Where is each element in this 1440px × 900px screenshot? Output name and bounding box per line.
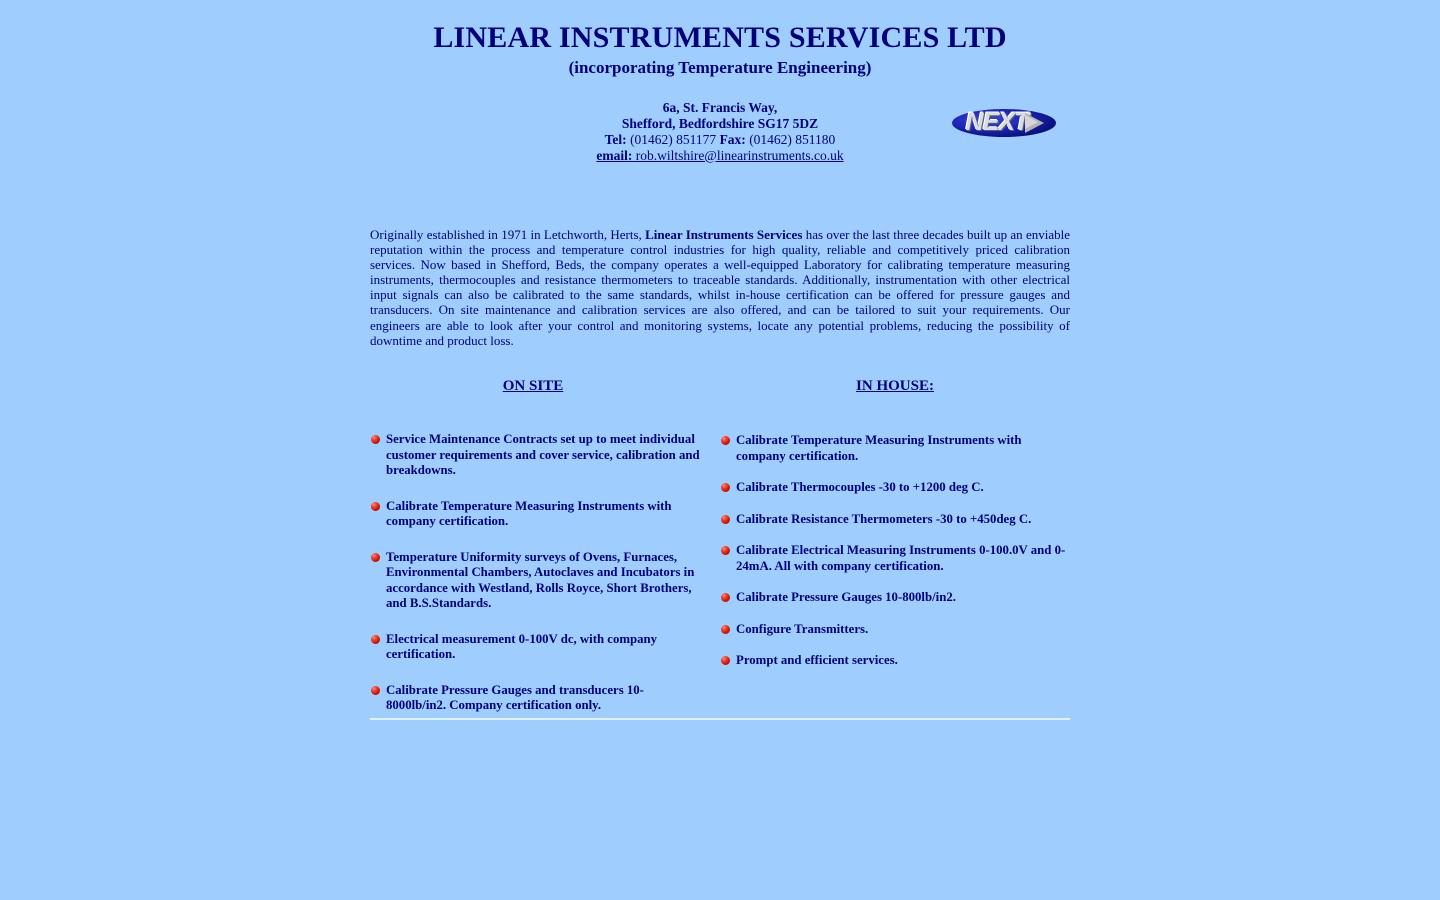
red-sphere-bullet-icon (721, 656, 730, 665)
list-item (720, 590, 1070, 606)
list-item (720, 622, 1070, 638)
list-item (370, 550, 700, 612)
address-line-1: 6a, St. Francis Way, (662, 99, 778, 115)
next-button[interactable] (952, 104, 1056, 142)
red-sphere-bullet-icon (721, 436, 730, 445)
red-sphere-bullet-icon (721, 515, 730, 524)
telephone-fax-line (0, 132, 1440, 148)
fax-number: (01462) 851180 (749, 131, 836, 147)
list-item-text: Calibrate Pressure Gauges and transducers 10-8000lb/in2. Company certification only. (386, 682, 644, 712)
red-sphere-bullet-icon (371, 553, 380, 562)
address-line-2: Shefford, Bedfordshire SG17 5DZ (621, 115, 819, 131)
on-site-list (370, 432, 700, 714)
list-item-text: Calibrate Temperature Measuring Instruments with company certification. (736, 433, 1022, 463)
tel-number: (01462) 851177 (630, 131, 717, 147)
email-label: email: (596, 147, 633, 163)
footer-divider (370, 718, 1070, 720)
on-site-heading: ON SITE (502, 378, 564, 394)
in-house-heading: IN HOUSE: (856, 378, 934, 394)
list-item (720, 512, 1070, 528)
company-title: LINEAR INSTRUMENTS SERVICES LTD (433, 21, 1007, 54)
on-site-column (370, 376, 700, 714)
company-subtitle: (incorporating Temperature Engineering) (568, 57, 872, 77)
contact-block (0, 100, 1440, 164)
red-sphere-bullet-icon (721, 625, 730, 634)
email-line (0, 148, 1440, 164)
list-item (370, 683, 700, 714)
email-address: rob.wiltshire@linearinstruments.co.uk (635, 147, 844, 163)
list-item-text: Configure Transmitters. (736, 621, 869, 636)
list-item-text: Calibrate Pressure Gauges 10-800lb/in2. (736, 590, 956, 604)
list-item (370, 432, 700, 479)
in-house-column (720, 376, 1070, 669)
intro-emphasis: Linear Instruments Services (645, 227, 803, 242)
red-sphere-bullet-icon (721, 546, 730, 555)
next-button-label: NEXT (965, 108, 1029, 136)
fax-label: Fax: (719, 131, 746, 147)
next-arrow-highlight-icon (1025, 115, 1038, 129)
list-item-text: Calibrate Electrical Measuring Instruments 0-100.0V and 0-24mA. All with company certification. (736, 543, 1066, 573)
red-sphere-bullet-icon (371, 435, 380, 444)
list-item-text: Temperature Uniformity surveys of Ovens, Furnaces, Environmental Chambers, Autoclaves and Incubators in accordance with Westland, Rolls Royce, Short Brothers, and B.S.Standards. (386, 549, 695, 610)
page-header (0, 0, 1440, 163)
red-sphere-bullet-icon (371, 502, 380, 511)
list-item-text: Service Maintenance Contracts set up to meet individual customer requirements and cover service, calibration and breakdowns. (386, 432, 700, 477)
in-house-list (720, 433, 1070, 669)
intro-part-2: has over the last three decades built up an enviable reputation within the process and temperature control industries for high quality, reliable and competitively priced calibration services. Now based in Shefford, Beds, the company operates a well-equipped Laboratory for calibrating temperature measuring instruments, thermocouples and resistance thermometers to traceable standards. Additionally, instrumentation with other electrical input signals can also be calibrated to the same standards, whilst in-house certification can be offered for pressure gauges and transducers. On site maintenance and calibration services are also offered, and can be tailored to suit your requirements. Our engineers are able to look after your control and monitoring systems, locate any potential problems, reducing the possibility of downtime and product loss. (370, 227, 1070, 348)
list-item (720, 543, 1070, 574)
list-item (720, 480, 1070, 496)
list-item-text: Calibrate Resistance Thermometers -30 to +450deg C. (736, 511, 1032, 526)
list-item (370, 632, 700, 663)
red-sphere-bullet-icon (371, 635, 380, 644)
list-item (370, 499, 700, 530)
list-item-text: Prompt and efficient services. (736, 653, 898, 667)
red-sphere-bullet-icon (721, 593, 730, 602)
intro-part-1: Originally established in 1971 in Letchworth, Herts, (370, 227, 646, 242)
list-item (720, 653, 1070, 669)
list-item-text: Calibrate Temperature Measuring Instruments with company certification. (386, 498, 672, 528)
email-link[interactable] (596, 148, 843, 163)
red-sphere-bullet-icon (721, 483, 730, 492)
list-item-text: Calibrate Thermocouples -30 to +1200 deg C. (736, 480, 984, 494)
list-item (720, 433, 1070, 464)
red-sphere-bullet-icon (371, 686, 380, 695)
list-item-text: Electrical measurement 0-100V dc, with company certification. (386, 631, 658, 661)
intro-paragraph (370, 227, 1070, 348)
tel-label: Tel: (604, 131, 627, 147)
